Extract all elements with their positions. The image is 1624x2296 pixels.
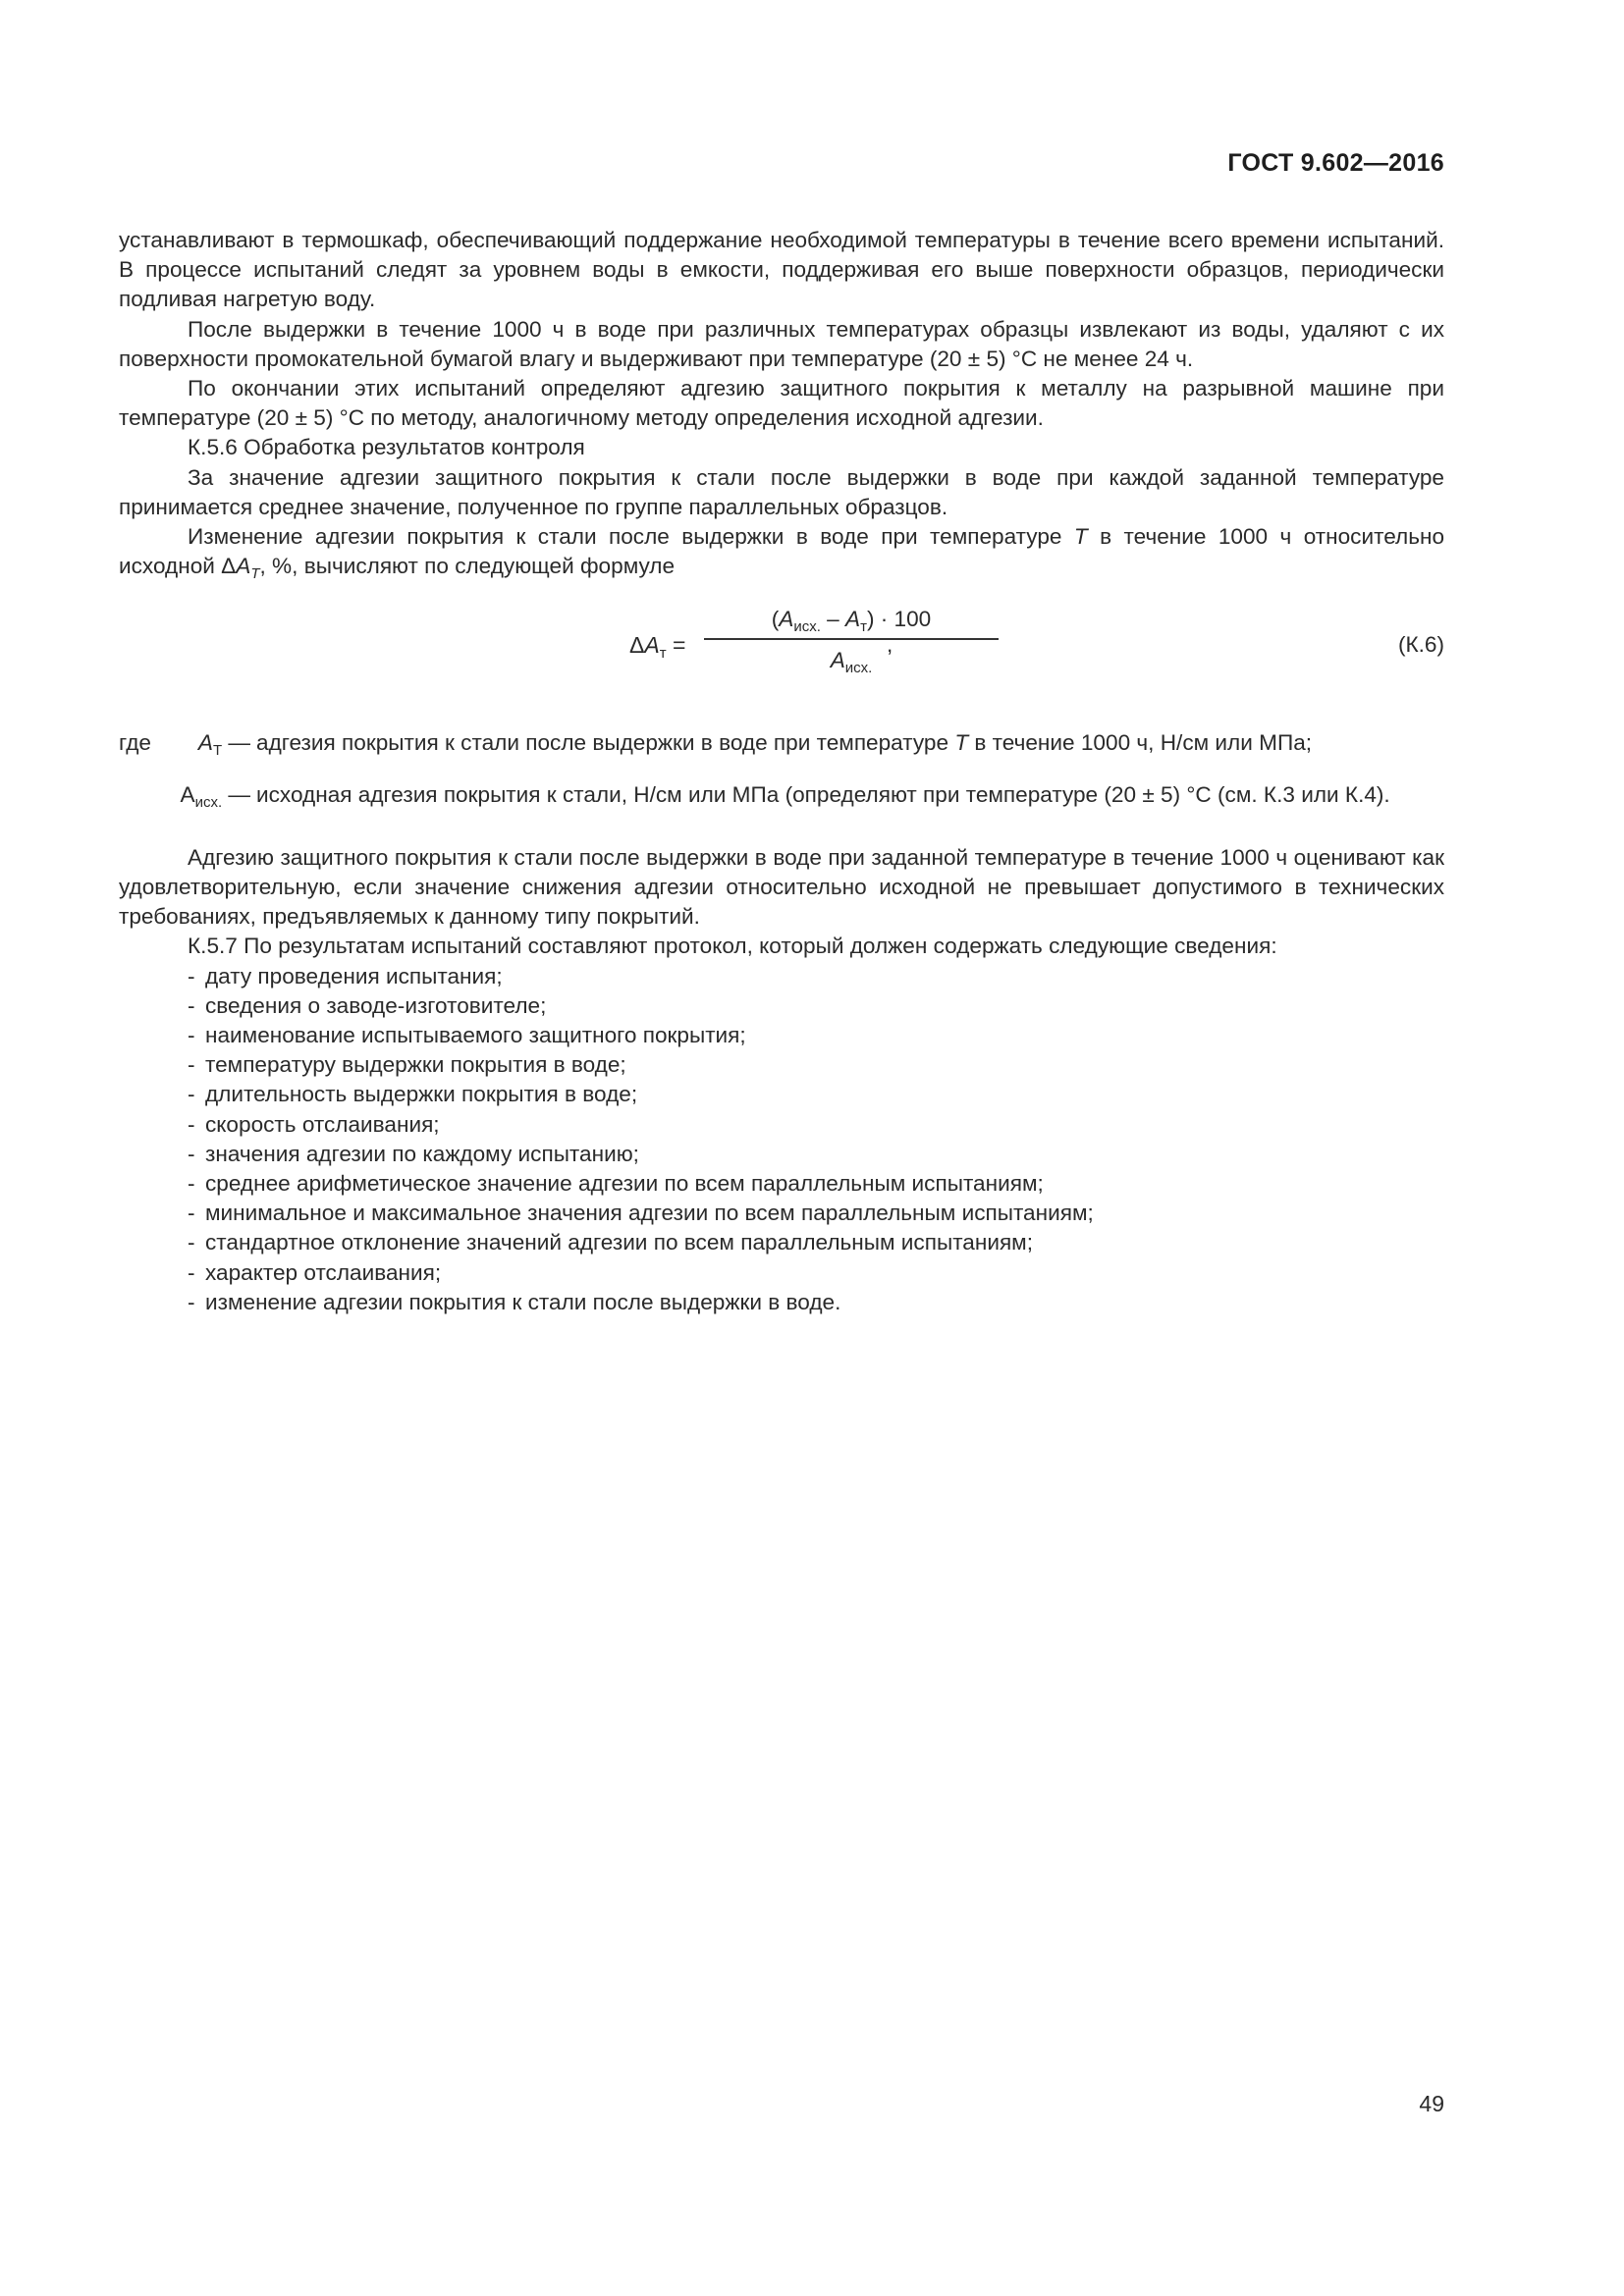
formula-number: (К.6) <box>1397 632 1444 658</box>
formula-fraction <box>704 603 999 677</box>
list-item: - температуру выдержки покрытия в воде; <box>188 1052 626 1078</box>
list-item: - длительность выдержки покрытия в воде; <box>188 1082 638 1107</box>
paragraph-k57-protocol: К.5.7 По результатам испытаний составляют протокол, который должен содержать следующие сведения: <box>188 934 1277 959</box>
paragraph-continuation: устанавливают в термошкаф, обеспечивающий поддержание необходимой температуры в течение всего времени испытаний. В процессе испытаний следят за уровнем воды в емкости, поддерживая его выше поверхности образцов, периодически подливая нагретую воду. <box>119 228 1444 312</box>
formula-k6 <box>119 603 1444 695</box>
symbol-at: $A_T$ — <box>197 730 250 760</box>
page-body <box>119 226 1444 1317</box>
list-item: - дату проведения испытания; <box>188 963 503 988</box>
paragraph-after-exposure: После выдержки в течение 1000 ч в воде при различных температурах образцы извлекают из воды, удаляют с их поверхности промокательной бумагой влагу и выдерживают при температуре (20 ± 5) °С не менее 24 ч. <box>119 316 1444 371</box>
paragraph-adhesion-evaluation: Адгезию защитного покрытия к стали после выдержки в воде при заданной температуре в течение 1000 ч оценивают как удовлетворительную, если значение снижения адгезии относительно исходной не превышает допустимого в технических требованиях, предъявляемых к данному типу покрытий. <box>119 844 1444 930</box>
definition-aisx-text: исходная адгезия покрытия к стали, Н/см или МПа (определяют при температуре (20 ± 5) °С (см. К.3 или К.4). <box>256 781 1390 807</box>
where-label: где <box>119 730 151 756</box>
list-item: - скорость отслаивания; <box>188 1111 440 1137</box>
formula-denominator: $A_{исх.}$ <box>830 647 873 676</box>
list-item: - изменение адгезии покрытия к стали после выдержки в воде. <box>188 1289 841 1314</box>
list-item: - наименование испытываемого защитного покрытия; <box>188 1023 746 1048</box>
paragraph-mean-value: За значение адгезии защитного покрытия к стали после выдержки в воде при каждой заданной температуре принимается среднее значение, полученное по группе параллельных образцов. <box>119 464 1444 519</box>
protocol-items-list <box>119 962 1444 1317</box>
symbol-aisx: $A_{исх.}$ — <box>180 781 250 811</box>
definition-at-text: адгезия покрытия к стали после выдержки в воде при температуре T в течение 1000 ч, Н/см или МПа; <box>256 730 1313 756</box>
formula-numerator: $(A_{исх.} - A_т) \cdot 100$ <box>771 607 932 636</box>
document-code-header: ГОСТ 9.602—2016 <box>1227 149 1444 177</box>
formula-comma: , <box>887 632 893 658</box>
list-item: - среднее арифметическое значение адгезии по всем параллельным испытаниям; <box>188 1171 1044 1197</box>
section-heading-k56: К.5.6 Обработка результатов контроля <box>188 435 585 460</box>
definition-at <box>119 728 1444 758</box>
page-number: 49 <box>1419 2091 1444 2116</box>
list-item: - минимальное и максимальное значения адгезии по всем параллельным испытаниям; <box>188 1201 1094 1226</box>
list-item: - значения адгезии по каждому испытанию; <box>188 1141 639 1166</box>
fraction-bar <box>704 638 999 640</box>
list-item: - стандартное отклонение значений адгезии по всем параллельным испытаниям; <box>188 1230 1033 1255</box>
list-item: - сведения о заводе-изготовителе; <box>188 992 547 1018</box>
list-item: - характер отслаивания; <box>188 1259 442 1285</box>
formula-lhs: $\Delta A_т$ = <box>629 632 686 663</box>
definition-aisx <box>119 780 1444 810</box>
paragraph-change-formula-intro: Изменение адгезии покрытия к стали после выдержки в воде при температуре T в течение 1000 ч относительно исходной $\Delta A_T$, %, вычисляют по следующей формуле <box>119 524 1445 583</box>
paragraph-tests-end: По окончании этих испытаний определяют адгезию защитного покрытия к металлу на разрывной машине при температуре (20 ± 5) °С по методу, аналогичному методу определения исходной адгезии. <box>119 376 1444 431</box>
